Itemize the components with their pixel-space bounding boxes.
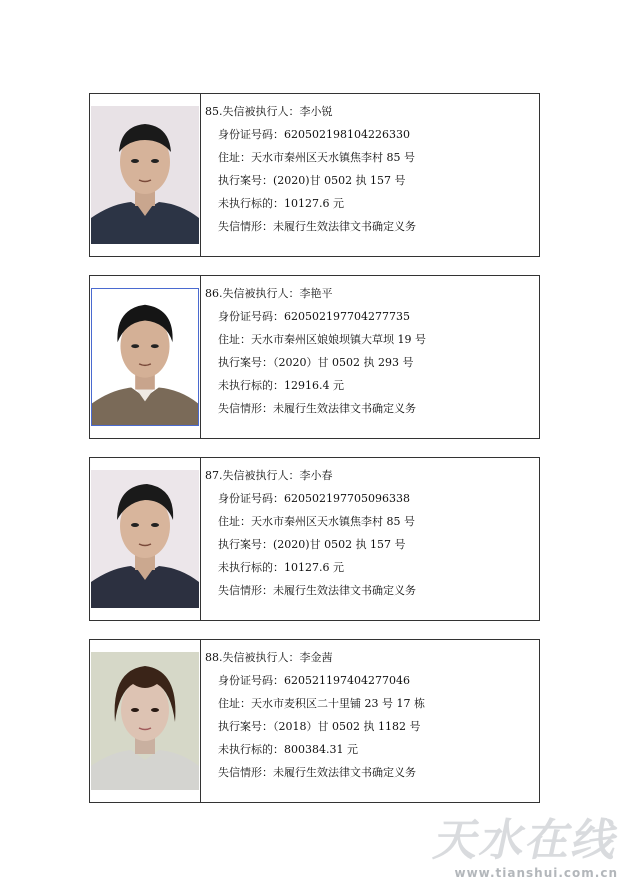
- record-info: [205, 100, 535, 238]
- dishonesty-situation: 失信情形：未履行生效法律文书确定义务: [218, 766, 416, 779]
- record-info: [205, 464, 535, 602]
- dishonesty-situation: 失信情形：未履行生效法律文书确定义务: [218, 220, 416, 233]
- record-card-88: [89, 639, 540, 803]
- case-number: 执行案号：(2020)甘 0502 执 157 号: [218, 538, 406, 551]
- record-title: 87.失信被执行人：李小春: [205, 469, 333, 482]
- watermark-url: www.tianshui.com.cn: [454, 866, 618, 880]
- record-info: [205, 646, 535, 784]
- dishonesty-situation: 失信情形：未履行生效法律文书确定义务: [218, 584, 416, 597]
- record-card-86: [89, 275, 540, 439]
- person-photo: [91, 106, 199, 244]
- site-watermark: [429, 804, 630, 888]
- watermark-logo-text: 天水在线: [429, 815, 625, 866]
- person-photo: [91, 288, 199, 426]
- unexecuted-amount: 未执行标的：10127.6 元: [218, 561, 344, 574]
- person-photo: [91, 652, 199, 790]
- case-number: 执行案号：（2018）甘 0502 执 1182 号: [218, 720, 421, 733]
- address: 住址：天水市麦积区二十里铺 23 号 17 栋: [218, 697, 425, 710]
- photo-cell: [90, 458, 201, 620]
- photo-cell: [90, 640, 201, 802]
- case-number: 执行案号：(2020)甘 0502 执 157 号: [218, 174, 406, 187]
- record-card-85: [89, 93, 540, 257]
- address: 住址：天水市秦州区天水镇焦李村 85 号: [218, 151, 415, 164]
- id-number: 身份证号码：620521197404277046: [218, 674, 410, 687]
- id-number: 身份证号码：620502197704277735: [218, 310, 410, 323]
- record-title: 86.失信被执行人：李艳平: [205, 287, 333, 300]
- photo-cell: [90, 276, 201, 438]
- photo-cell: [90, 94, 201, 256]
- unexecuted-amount: 未执行标的：12916.4 元: [218, 379, 344, 392]
- case-number: 执行案号：（2020）甘 0502 执 293 号: [218, 356, 414, 369]
- record-title: 88.失信被执行人：李金茜: [205, 651, 333, 664]
- id-number: 身份证号码：620502198104226330: [218, 128, 410, 141]
- record-info: [205, 282, 535, 420]
- unexecuted-amount: 未执行标的：800384.31 元: [218, 743, 358, 756]
- dishonesty-situation: 失信情形：未履行生效法律文书确定义务: [218, 402, 416, 415]
- record-card-87: [89, 457, 540, 621]
- record-title: 85.失信被执行人：李小锐: [205, 105, 333, 118]
- id-number: 身份证号码：620502197705096338: [218, 492, 410, 505]
- address: 住址：天水市秦州区天水镇焦李村 85 号: [218, 515, 415, 528]
- unexecuted-amount: 未执行标的：10127.6 元: [218, 197, 344, 210]
- person-photo: [91, 470, 199, 608]
- address: 住址：天水市秦州区娘娘坝镇大草坝 19 号: [218, 333, 426, 346]
